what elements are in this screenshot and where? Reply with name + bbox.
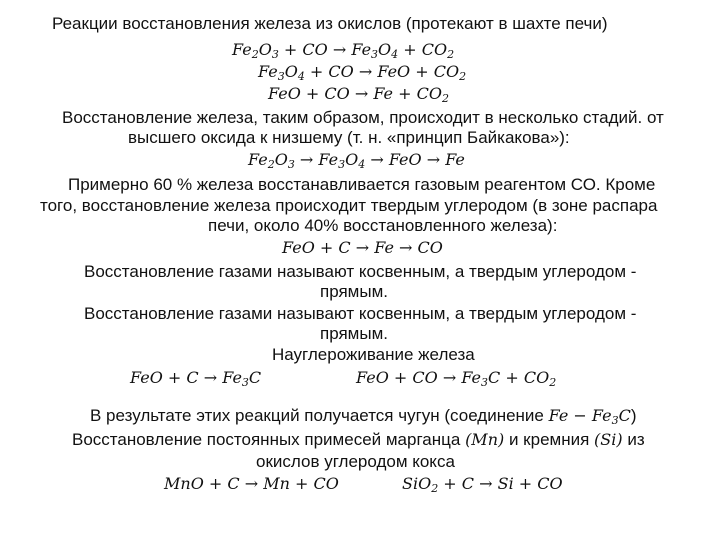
paragraph-5: В результате этих реакций получается чугун (соединение $Fe - Fe_3C$) xyxy=(90,406,637,427)
silicon-equation: SiO$_2$ + C → Si + CO xyxy=(402,474,563,495)
carburization-equation-2: FeO + CO → $Fe_3C + CO_2$ xyxy=(356,368,557,389)
manganese-equation: MnO + C → Mn + CO xyxy=(164,474,339,493)
silicon-symbol: (Si) xyxy=(594,430,623,449)
carbon-reduction-equation: FeO + C → Fe → CO xyxy=(282,238,443,257)
paragraph-2-line-1: Примерно 60 % железа восстанавливается газовым реагентом СО. Кроме xyxy=(68,175,656,194)
equation-1: $Fe_2O_3$ + CO → $Fe_3O_4 + CO_2$ xyxy=(232,40,455,61)
paragraph-6-line-1: Восстановление постоянных примесей марганца (Mn) и кремния (Si) из xyxy=(72,430,645,449)
paragraph-2-line-3: печи, около 40% восстановленного железа): xyxy=(208,216,558,235)
paragraph-1-line-1: Восстановление железа, таким образом, происходит в несколько стадий. от xyxy=(62,108,664,127)
paragraph-1-line-2: высшего оксида к низшему (т. н. «принцип Байкакова»): xyxy=(128,128,570,147)
paragraph-3-line-1: Восстановление газами называют косвенным, а твердым углеродом - xyxy=(84,262,637,281)
manganese-symbol: (Mn) xyxy=(465,430,505,449)
paragraph-2-line-2: того, восстановление железа происходит твердым углеродом (в зоне распара xyxy=(40,196,658,215)
equation-2: $Fe_3O_4$ + CO → FeO + $CO_2$ xyxy=(258,62,467,83)
reduction-chain: $Fe_2O_3 \to Fe_3O_4$ → FeO → Fe xyxy=(248,150,465,171)
paragraph-6-line-2: окислов углеродом кокса xyxy=(256,452,455,471)
heading: Реакции восстановления железа из окислов (протекают в шахте печи) xyxy=(52,14,608,33)
paragraph-4-line-1: Восстановление газами называют косвенным, а твердым углеродом - xyxy=(84,304,637,323)
carburization-equation-1: FeO + $C \to Fe_3C$ xyxy=(130,368,262,389)
paragraph-4-line-2: прямым. xyxy=(320,324,388,343)
equation-3: FeO + CO → $Fe + CO_2$ xyxy=(268,84,449,105)
paragraph-5-text: В результате этих реакций получается чугун (соединение xyxy=(90,406,549,425)
cast-iron-formula: $Fe - Fe_3C$ xyxy=(548,406,631,427)
subheading: Науглероживание железа xyxy=(272,345,475,364)
paragraph-3-line-2: прямым. xyxy=(320,282,388,301)
